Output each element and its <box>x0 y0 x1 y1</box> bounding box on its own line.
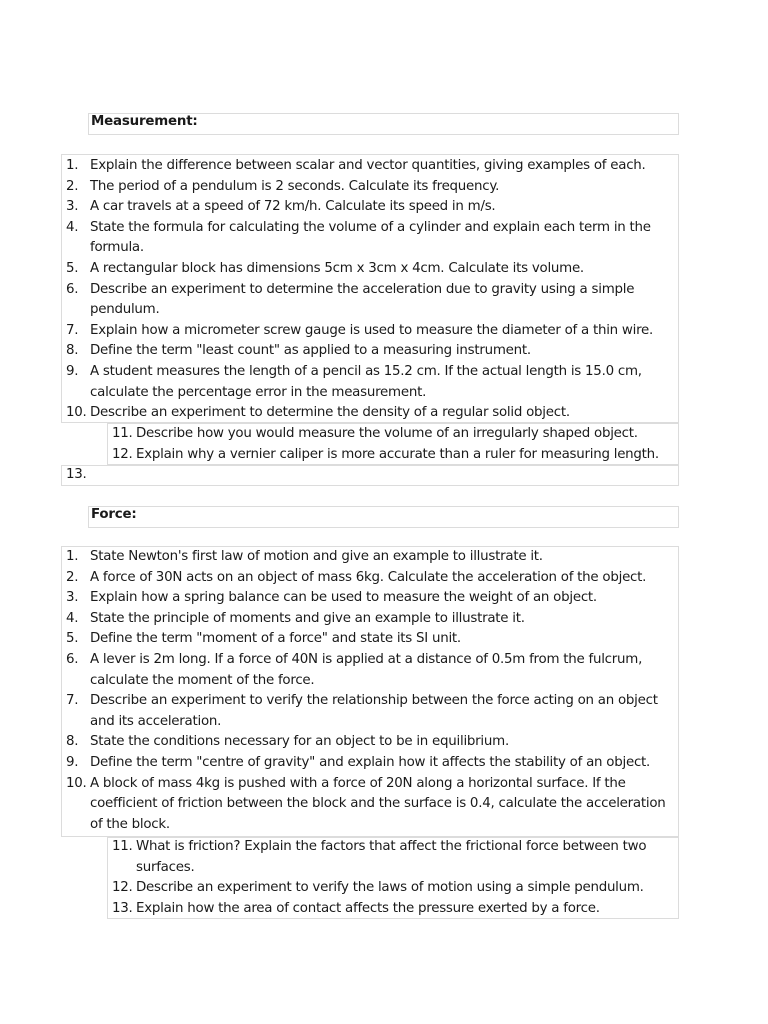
list-item: 11. Describe how you would measure the volume of an irregularly shaped object. <box>112 426 638 441</box>
force-heading <box>91 507 137 522</box>
force-indented-list <box>112 837 678 919</box>
list-item: 6. Describe an experiment to determine the acceleration due to gravity using a simple pendulum. <box>66 281 635 318</box>
force-heading-box <box>88 506 679 528</box>
list-item: 1. Explain the difference between scalar and vector quantities, giving examples of each. <box>66 158 646 173</box>
list-item: 2. The period of a pendulum is 2 seconds. Calculate its frequency. <box>66 178 500 194</box>
list-item: 6. A lever is 2m long. If a force of 40N is applied at a distance of 0.5m from the fulcrum, calculate the moment of the force. <box>66 651 643 688</box>
list-item: 3. Explain how a spring balance can be used to measure the weight of an object. <box>66 590 597 606</box>
measurement-heading-text: Measurement: <box>91 114 198 129</box>
list-item: 10. A block of mass 4kg is pushed with a force of 20N along a horizontal surface. If the coefficient of friction between the block and the surface is 0.4, calculate the acceleration of the block. <box>66 775 666 832</box>
measurement-indented-list <box>112 424 678 465</box>
list-item: 7. Describe an experiment to verify the relationship between the force acting on an object and its acceleration. <box>66 693 658 729</box>
list-item: 13. Explain how the area of contact affects the pressure exerted by a force. <box>112 900 600 916</box>
list-item: 5. Define the term "moment of a force" and state its SI unit. <box>66 631 461 647</box>
list-item: 8. State the conditions necessary for an object to be in equilibrium. <box>66 734 509 750</box>
force-heading-text: Force: <box>91 507 137 522</box>
list-item: 7. Explain how a micrometer screw gauge is used to measure the diameter of a thin wire. <box>66 322 654 338</box>
measurement-heading <box>91 114 198 129</box>
list-item: 12. Describe an experiment to verify the laws of motion using a simple pendulum. <box>112 880 644 896</box>
list-item: 12. Explain why a vernier caliper is more accurate than a ruler for measuring length. <box>112 446 659 462</box>
force-question-list <box>66 547 678 835</box>
measurement-question-list <box>66 156 676 424</box>
list-item: 9. A student measures the length of a pencil as 15.2 cm. If the actual length is 15.0 cm, calculate the percentage error in the measurement. <box>66 363 642 400</box>
measurement-empty-item-number: 13. <box>66 467 87 482</box>
list-item: 9. Define the term "centre of gravity" and explain how it affects the stability of an object. <box>66 754 651 770</box>
list-item: 4. State the principle of moments and give an example to illustrate it. <box>66 610 525 626</box>
list-item: 10. Describe an experiment to determine the density of a regular solid object. <box>66 405 570 421</box>
list-item: 11. What is friction? Explain the factors that affect the frictional force between two surfaces. <box>112 839 647 875</box>
list-item: 8. Define the term "least count" as applied to a measuring instrument. <box>66 343 531 359</box>
list-item: 3. A car travels at a speed of 72 km/h. Calculate its speed in m/s. <box>66 199 496 215</box>
list-item: 1. State Newton's first law of motion and give an example to illustrate it. <box>66 549 543 564</box>
measurement-empty-item-box <box>61 465 679 486</box>
list-item: 2. A force of 30N acts on an object of mass 6kg. Calculate the acceleration of the object. <box>66 569 647 585</box>
list-item: 4. State the formula for calculating the volume of a cylinder and explain each term in the formula. <box>66 219 651 256</box>
list-item: 5. A rectangular block has dimensions 5cm x 3cm x 4cm. Calculate its volume. <box>66 260 584 276</box>
